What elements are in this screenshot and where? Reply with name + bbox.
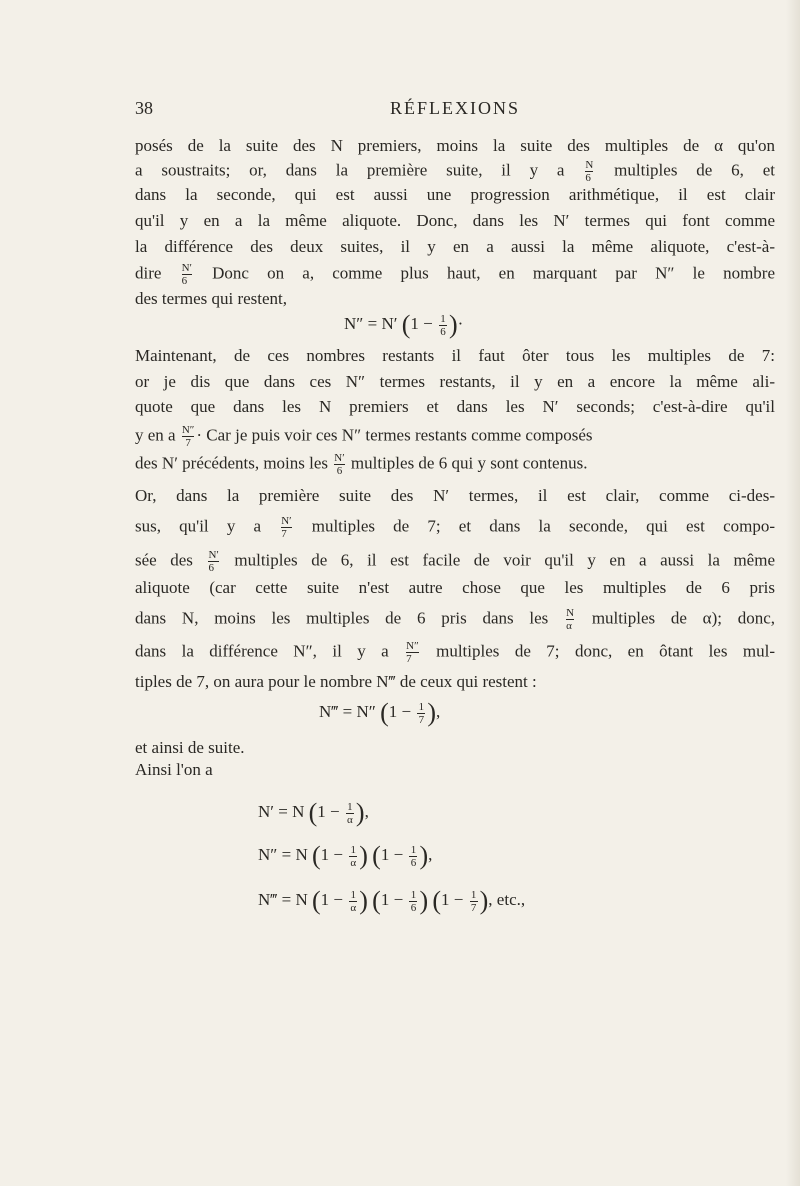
text-line: sée des $\frac{N'}{6}$ multiples de 6, il est facile de voir qu'il y en a aussi la même xyxy=(135,549,776,574)
text-line: Ainsi l'on a xyxy=(135,760,213,779)
text-line: quote que dans les N premiers et dans les N′ seconds; c'est-à-dire qu'il xyxy=(135,397,775,416)
running-title: RÉFLEXIONS xyxy=(389,98,520,118)
fraction: $\frac{N'}{7}$ xyxy=(281,515,292,540)
fraction: $\frac{N}{\alpha}$ xyxy=(566,607,575,632)
system-equation-2: N″ = N (1 − $\frac{1}{\alpha}$ ) (1 − $\frac{1}{6}$ ), xyxy=(258,841,433,871)
text-line: sus, qu'il y a $\frac{N'}{7}$ multiples de 7; et dans la seconde, qui est compo- xyxy=(135,515,775,540)
text-line: dans la différence N″, il y a $\frac{N''}{7}$ multiples de 7; donc, en ôtant les mul- xyxy=(135,640,775,665)
text-line: et ainsi de suite. xyxy=(135,738,245,757)
text-line: a soustraits; or, dans la première suite, il y a $\frac{N}{6}$ multiples de 6, et xyxy=(135,159,776,184)
text-line: dans la seconde, qui est aussi une progression arithmétique, il est clair xyxy=(135,185,775,204)
equation-n-double-prime: N″ = N′ (1 − $\frac{1}{6}$ )· xyxy=(344,310,464,340)
text-line: des termes qui restent, xyxy=(135,289,288,308)
text-line: or je dis que dans ces N″ termes restants, il y en a encore la même ali- xyxy=(135,372,775,391)
text-line: dans N, moins les multiples de 6 pris dans les $\frac{N}{\alpha}$ multiples de α); donc, xyxy=(135,607,776,632)
page-number: 38 xyxy=(135,98,153,118)
system-equation-1: N′ = N (1 − $\frac{1}{\alpha}$ ), xyxy=(258,798,369,828)
page-header xyxy=(135,98,775,124)
text-line: y en a $\frac{N''}{7}$ · Car je puis voir ces N″ termes restants comme composés xyxy=(135,424,593,449)
fraction: $\frac{N''}{7}$ xyxy=(181,424,195,449)
text-line: qu'il y en a la même aliquote. Donc, dans les N′ termes qui font comme xyxy=(135,211,775,230)
fraction: $\frac{N'}{6}$ xyxy=(334,452,345,477)
text-line: des N′ précédents, moins les $\frac{N'}{6}$ multiples de 6 qui y sont contenus. xyxy=(135,452,588,477)
fraction: $\frac{N'}{6}$ xyxy=(181,262,192,287)
text-line: dire $\frac{N'}{6}$ Donc on a, comme plus haut, en marquant par N″ le nombre xyxy=(135,262,775,287)
system-equation-3: N‴ = N (1 − $\frac{1}{\alpha}$ ) (1 − $\frac{1}{6}$ ) (1 − $\frac{1}{7}$ ), etc., xyxy=(258,886,526,916)
text-line: aliquote (car cette suite n'est autre chose que les multiples de 6 pris xyxy=(135,578,775,597)
text-line: Maintenant, de ces nombres restants il faut ôter tous les multiples de 7: xyxy=(135,346,775,365)
text-line: la différence des deux suites, il y en a aussi la même aliquote, c'est-à- xyxy=(135,237,775,256)
fraction: $\frac{N''}{7}$ xyxy=(406,640,419,665)
fraction: $\frac{N'}{6}$ xyxy=(208,549,219,574)
page-edge-shadow xyxy=(786,0,800,1186)
fraction: $\frac{N}{6}$ xyxy=(585,159,594,184)
text-line: posés de la suite des N premiers, moins la suite des multiples de α qu'on xyxy=(135,136,775,155)
equation-n-triple-prime: N‴ = N″ (1 − $\frac{1}{7}$ ), xyxy=(319,698,441,728)
text-line: Or, dans la première suite des N′ termes, il est clair, comme ci-des- xyxy=(135,486,775,505)
text-line: tiples de 7, on aura pour le nombre N‴ de ceux qui restent : xyxy=(135,672,537,691)
